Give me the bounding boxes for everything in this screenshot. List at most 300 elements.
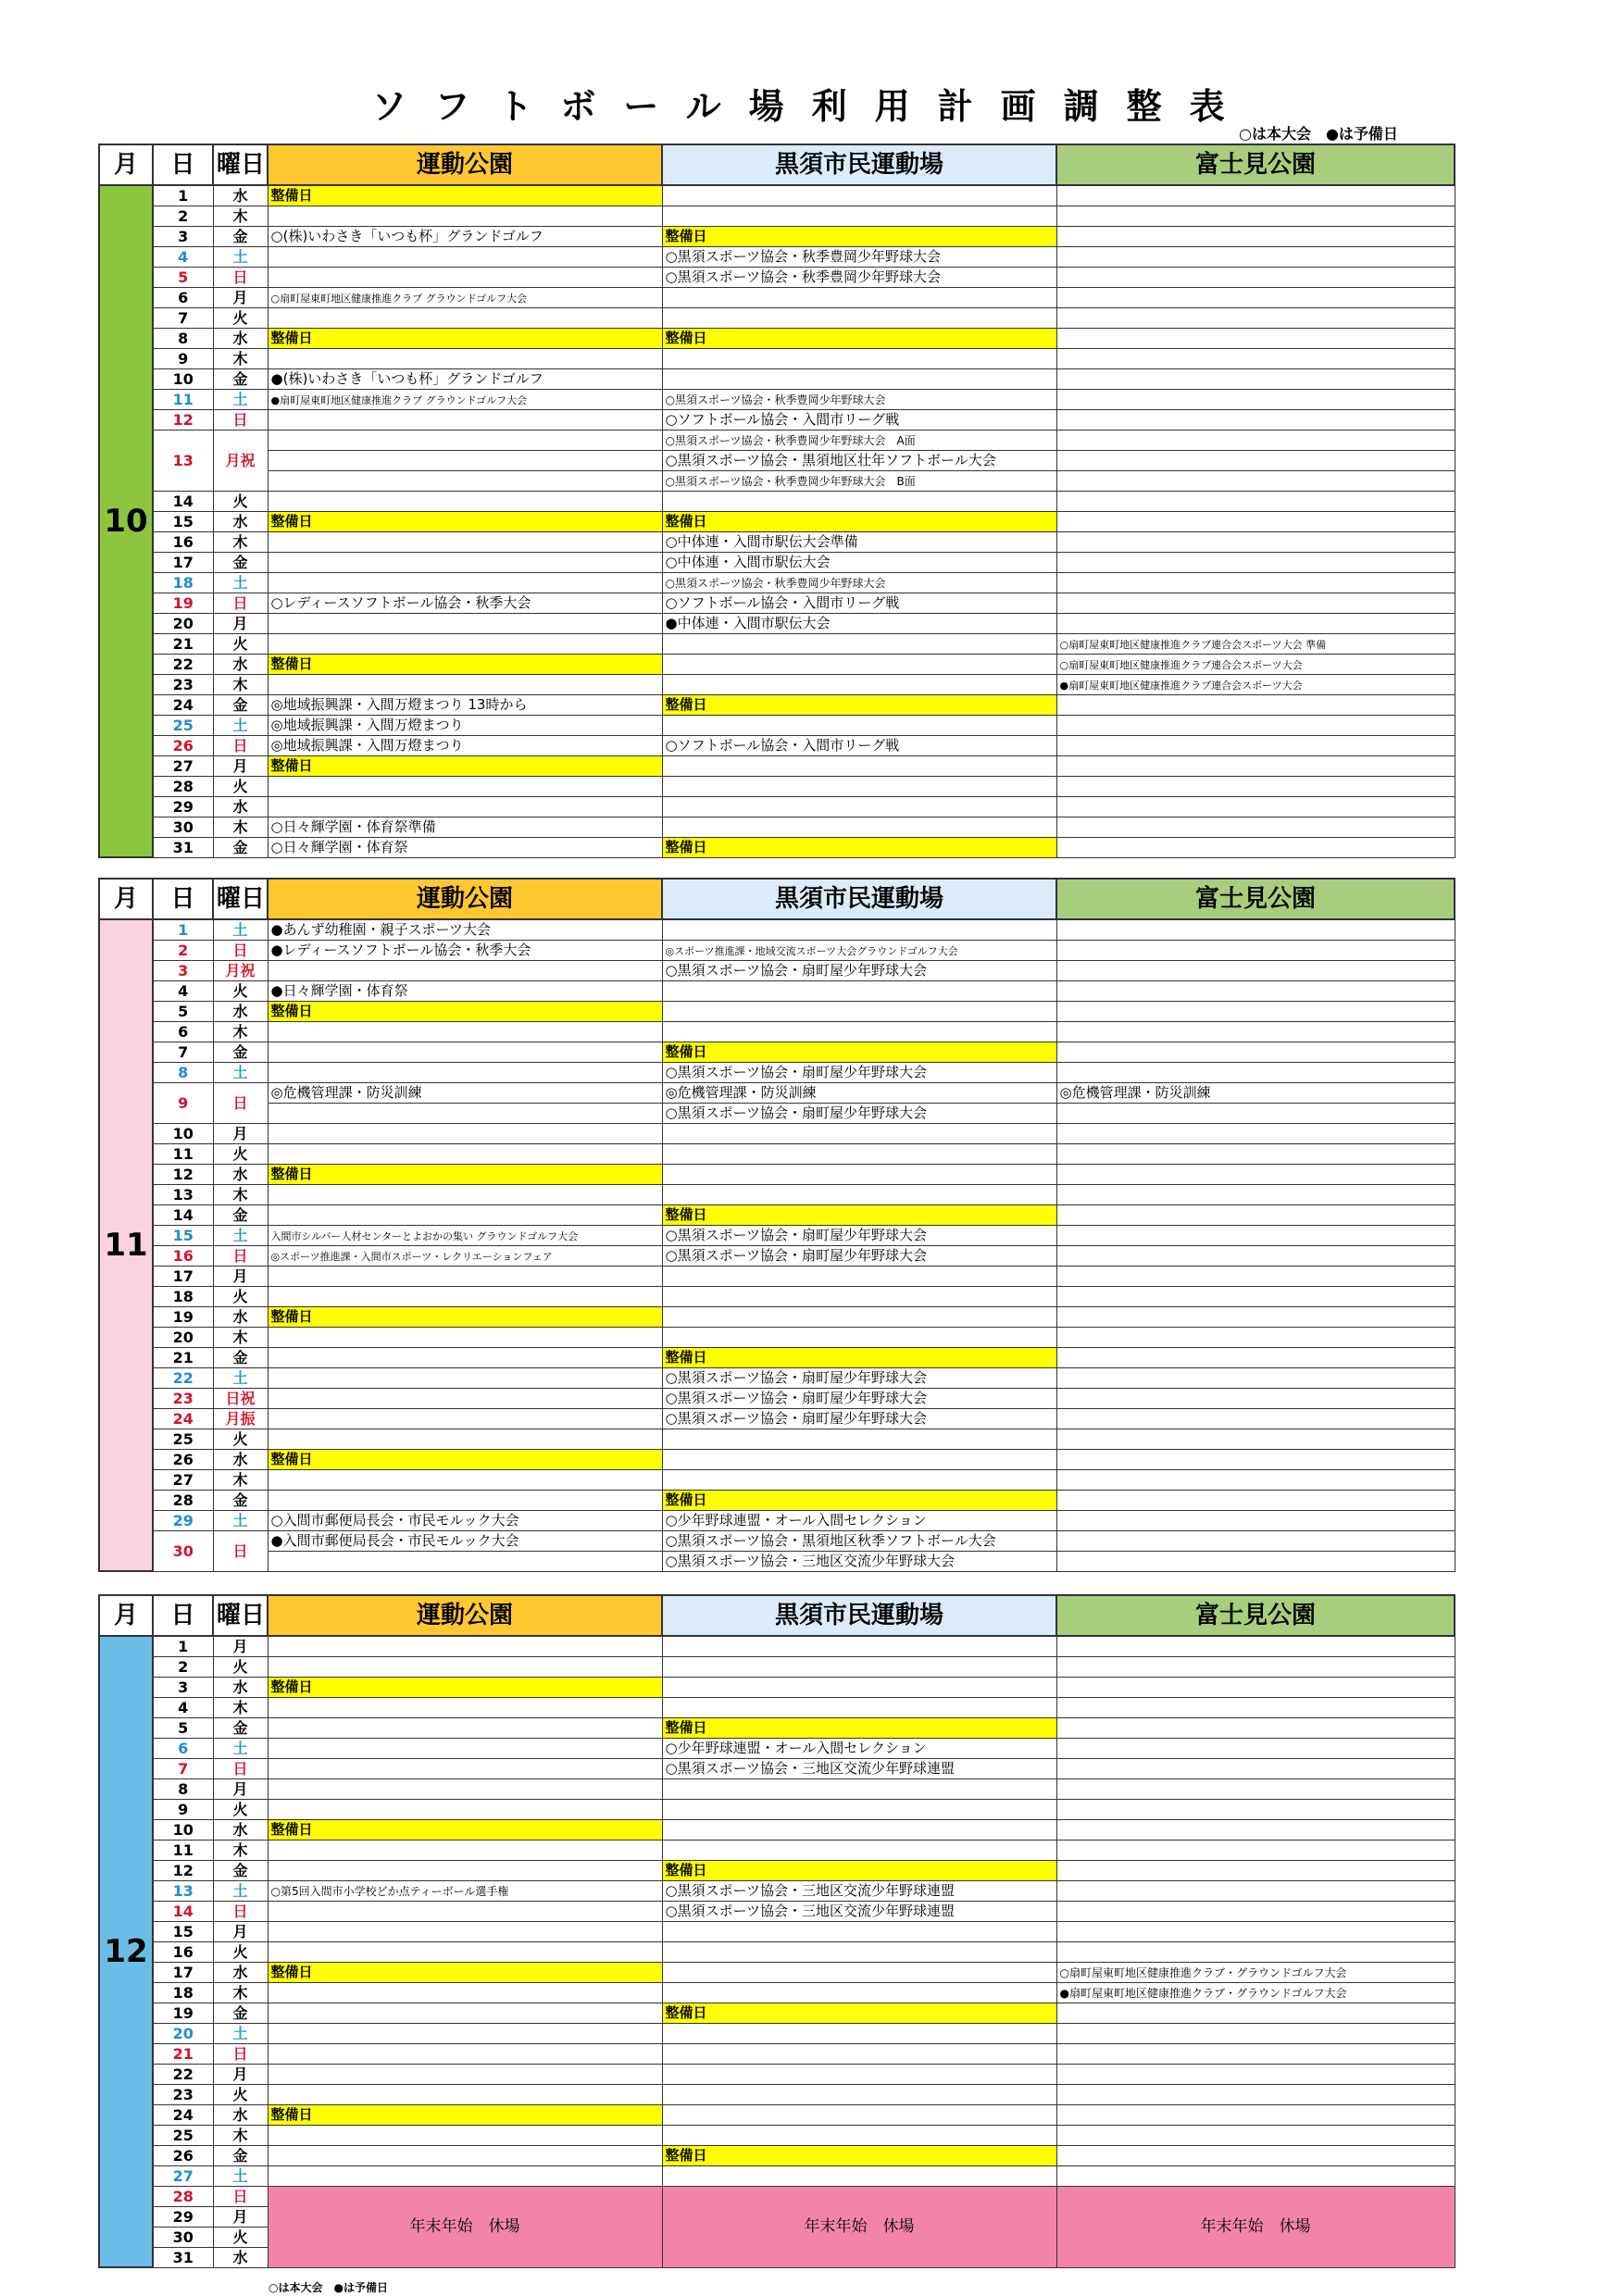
empty-slot (662, 674, 1056, 694)
empty-slot (1056, 1778, 1455, 1799)
event-text: ○黒須スポーツ協会・三地区交流少年野球連盟 (665, 1902, 955, 1919)
empty-slot (268, 1551, 662, 1571)
weekday: 水 (213, 654, 268, 674)
event-kurosu (662, 593, 1056, 613)
day-row (99, 980, 1455, 1001)
weekday: 土 (213, 2023, 268, 2043)
empty-slot (1056, 1880, 1455, 1901)
day-row (99, 287, 1455, 307)
empty-slot (662, 1123, 1056, 1143)
event-text: 整備日 (270, 186, 313, 204)
day-number: 15 (153, 1921, 213, 1941)
empty-slot (268, 1408, 662, 1429)
empty-slot (1056, 1551, 1455, 1571)
empty-slot (1056, 2145, 1455, 2165)
weekday: 水 (213, 2247, 268, 2267)
weekday: 月 (213, 755, 268, 776)
day-row (99, 1880, 1455, 1901)
event-text: ◎危機管理課・防災訓練 (270, 1083, 422, 1101)
empty-slot (662, 776, 1056, 796)
event-kurosu (662, 1103, 1056, 1123)
empty-slot (1056, 960, 1455, 980)
day-row (99, 1286, 1455, 1306)
event-fujimi (1056, 1982, 1455, 2003)
day-row (99, 1225, 1455, 1245)
weekday: 木 (213, 206, 268, 226)
day-number: 15 (153, 511, 213, 531)
closed-cell: 年末年始 休場 (662, 2186, 1056, 2267)
empty-slot (662, 980, 1056, 1001)
day-number: 10 (153, 368, 213, 389)
event-text: ○中体連・入間市駅伝大会 (665, 553, 831, 570)
event-text: ●扇町屋東町地区健康推進クラブ・グラウンドゴルフ大会 (1059, 1986, 1347, 2000)
day-number: 17 (153, 552, 213, 572)
day-row (99, 1062, 1455, 1082)
day-row (99, 796, 1455, 817)
empty-slot (268, 1286, 662, 1306)
day-number: 20 (153, 2023, 213, 2043)
day-row (99, 1367, 1455, 1388)
day-number: 26 (153, 1449, 213, 1469)
day-row (99, 960, 1455, 980)
event-text: 整備日 (665, 1718, 707, 1736)
day-number: 1 (153, 185, 213, 206)
event-undokoen (268, 694, 662, 715)
weekday: 月 (213, 287, 268, 307)
day-row (99, 1245, 1455, 1266)
day-number: 23 (153, 674, 213, 694)
empty-slot (1056, 572, 1455, 593)
empty-slot (1056, 531, 1455, 552)
empty-slot (268, 2145, 662, 2165)
day-row (99, 1860, 1455, 1880)
maintenance-day (662, 226, 1056, 246)
venue-header-kurosu: 黒須市民運動場 (662, 879, 1056, 919)
event-text: ○黒須スポーツ協会・秋季豊岡少年野球大会 (665, 247, 941, 265)
day-number: 14 (153, 491, 213, 511)
empty-slot (662, 1677, 1056, 1697)
empty-slot (662, 2023, 1056, 2043)
empty-slot (1056, 1306, 1455, 1327)
day-row (99, 1962, 1455, 1982)
event-undokoen (268, 715, 662, 735)
empty-slot (1056, 1697, 1455, 1717)
empty-slot (1056, 1225, 1455, 1245)
day-row (99, 389, 1455, 409)
empty-slot (662, 1982, 1056, 2003)
day-number: 3 (153, 1677, 213, 1697)
day-row (99, 1921, 1455, 1941)
empty-slot (268, 470, 662, 491)
weekday: 月 (213, 1778, 268, 1799)
empty-slot (268, 1941, 662, 1962)
weekday: 水 (213, 1306, 268, 1327)
empty-slot (1056, 1347, 1455, 1367)
maintenance-day (662, 511, 1056, 531)
weekday: 土 (213, 1062, 268, 1082)
event-undokoen (268, 1245, 662, 1266)
weekday: 月 (213, 1921, 268, 1941)
day-header: 日 (153, 1595, 213, 1636)
event-text: ●日々輝学園・体育祭 (270, 981, 408, 999)
weekday: 土 (213, 389, 268, 409)
day-row (99, 1042, 1455, 1062)
empty-slot (1056, 1367, 1455, 1388)
empty-slot (1056, 940, 1455, 960)
day-row (99, 2064, 1455, 2084)
day-row (99, 430, 1455, 450)
event-text: ○入間市郵便局長会・市民モルック大会 (270, 1511, 519, 1529)
maintenance-day (268, 511, 662, 531)
venue-header-undokoen: 運動公園 (268, 1595, 662, 1636)
empty-slot (268, 1388, 662, 1408)
event-text: ●あんず幼稚園・親子スポーツ大会 (270, 920, 491, 938)
event-text: ○(株)いわさき「いつも杯」グランドゴルフ (270, 227, 543, 244)
day-row (99, 511, 1455, 531)
empty-slot (662, 307, 1056, 328)
empty-slot (1056, 2084, 1455, 2104)
weekday: 火 (213, 491, 268, 511)
empty-slot (1056, 1656, 1455, 1677)
day-row (99, 307, 1455, 328)
maintenance-day (662, 1717, 1056, 1738)
empty-slot (662, 1327, 1056, 1347)
day-row (99, 450, 1455, 470)
empty-slot (268, 1204, 662, 1225)
event-kurosu (662, 552, 1056, 572)
empty-slot (1056, 1819, 1455, 1840)
empty-slot (268, 1860, 662, 1880)
event-text: ○黒須スポーツ協会・秋季豊岡少年野球大会 (665, 268, 941, 285)
day-number: 7 (153, 1758, 213, 1778)
maintenance-day (662, 1204, 1056, 1225)
weekday-header: 曜日 (213, 879, 268, 919)
empty-slot (1056, 287, 1455, 307)
weekday: 火 (213, 1429, 268, 1449)
event-text: ○ソフトボール協会・入間市リーグ戦 (665, 410, 900, 428)
empty-slot (268, 1327, 662, 1347)
empty-slot (1056, 2125, 1455, 2145)
day-number: 18 (153, 1982, 213, 2003)
empty-slot (268, 2165, 662, 2186)
event-text: 整備日 (665, 1491, 707, 1508)
weekday: 木 (213, 1327, 268, 1347)
day-number: 13 (153, 1880, 213, 1901)
maintenance-day (268, 328, 662, 348)
day-number: 29 (153, 796, 213, 817)
weekday: 水 (213, 511, 268, 531)
event-kurosu (662, 735, 1056, 755)
event-text: 整備日 (270, 1307, 313, 1325)
event-text: 整備日 (270, 1002, 313, 1019)
weekday: 日 (213, 1901, 268, 1921)
empty-slot (662, 287, 1056, 307)
weekday: 金 (213, 368, 268, 389)
venue-header-kurosu: 黒須市民運動場 (662, 1595, 1056, 1636)
event-kurosu (662, 1388, 1056, 1408)
day-number: 25 (153, 715, 213, 735)
day-number: 1 (153, 1636, 213, 1656)
event-text: ○扇町屋東町地区健康推進クラブ連合会スポーツ大会 (1059, 658, 1303, 671)
day-number: 16 (153, 1245, 213, 1266)
weekday: 火 (213, 1143, 268, 1164)
event-kurosu (662, 1551, 1056, 1571)
event-kurosu (662, 1408, 1056, 1429)
empty-slot (268, 2064, 662, 2084)
weekday: 水 (213, 1449, 268, 1469)
empty-slot (1056, 817, 1455, 837)
event-kurosu (662, 1901, 1056, 1921)
day-row (99, 1758, 1455, 1778)
day-row (99, 1388, 1455, 1408)
empty-slot (268, 348, 662, 368)
day-number: 7 (153, 307, 213, 328)
empty-slot (268, 2084, 662, 2104)
event-text: ○黒須スポーツ協会・三地区交流少年野球大会 (665, 1552, 955, 1569)
empty-slot (1056, 389, 1455, 409)
day-row (99, 572, 1455, 593)
event-text: 整備日 (270, 1165, 313, 1182)
weekday: 日祝 (213, 1388, 268, 1408)
empty-slot (662, 755, 1056, 776)
event-text: 整備日 (665, 1205, 707, 1223)
empty-slot (1056, 1469, 1455, 1490)
day-row (99, 1184, 1455, 1204)
day-number: 28 (153, 776, 213, 796)
maintenance-day (268, 2104, 662, 2125)
empty-slot (1056, 776, 1455, 796)
weekday: 金 (213, 1204, 268, 1225)
weekday: 木 (213, 1469, 268, 1490)
empty-slot (662, 1306, 1056, 1327)
event-kurosu (662, 389, 1056, 409)
empty-slot (662, 2064, 1056, 2084)
empty-slot (662, 654, 1056, 674)
day-row (99, 593, 1455, 613)
venue-header-fujimi: 富士見公園 (1056, 144, 1455, 185)
weekday: 土 (213, 572, 268, 593)
day-row (99, 1408, 1455, 1429)
event-text: 入間市シルバー人材センターとよおかの集い グラウンドゴルフ大会 (270, 1229, 579, 1242)
event-text: ○黒須スポーツ協会・扇町屋少年野球大会 (665, 1104, 927, 1121)
empty-slot (1056, 552, 1455, 572)
empty-slot (268, 552, 662, 572)
weekday: 水 (213, 1819, 268, 1840)
empty-slot (1056, 1860, 1455, 1880)
event-undokoen (268, 1530, 662, 1551)
event-kurosu (662, 409, 1056, 430)
empty-slot (662, 1799, 1056, 1819)
empty-slot (268, 2003, 662, 2023)
maintenance-day (268, 1962, 662, 1982)
day-number: 27 (153, 755, 213, 776)
day-number: 6 (153, 1738, 213, 1758)
day-row (99, 328, 1455, 348)
weekday: 火 (213, 633, 268, 654)
empty-slot (1056, 1738, 1455, 1758)
empty-slot (1056, 2104, 1455, 2125)
day-row (99, 817, 1455, 837)
event-text: ○黒須スポーツ協会・扇町屋少年野球大会 (665, 1226, 927, 1243)
weekday: 月祝 (213, 430, 268, 491)
weekday: 木 (213, 531, 268, 552)
day-number: 19 (153, 1306, 213, 1327)
event-text: 整備日 (665, 2146, 707, 2164)
empty-slot (1056, 1286, 1455, 1306)
header-row (99, 144, 1455, 185)
empty-slot (1056, 267, 1455, 287)
day-number: 13 (153, 1184, 213, 1204)
maintenance-day (662, 2003, 1056, 2023)
month-table-10 (98, 144, 1455, 858)
event-text: ○レディースソフトボール協会・秋季大会 (270, 593, 531, 611)
day-number: 30 (153, 2227, 213, 2247)
empty-slot (1056, 1677, 1455, 1697)
empty-slot (1056, 1429, 1455, 1449)
empty-slot (662, 2104, 1056, 2125)
day-number: 9 (153, 1799, 213, 1819)
empty-slot (662, 1697, 1056, 1717)
day-number: 12 (153, 409, 213, 430)
empty-slot (268, 1656, 662, 1677)
empty-slot (268, 450, 662, 470)
event-text: 整備日 (270, 329, 313, 346)
event-text: 整備日 (665, 227, 707, 244)
day-number: 18 (153, 572, 213, 593)
day-row (99, 1001, 1455, 1021)
day-row (99, 715, 1455, 735)
day-row (99, 409, 1455, 430)
event-text: ●扇町屋東町地区健康推進クラブ連合会スポーツ大会 (1059, 679, 1303, 692)
weekday: 水 (213, 2104, 268, 2125)
empty-slot (662, 1143, 1056, 1164)
empty-slot (662, 1449, 1056, 1469)
maintenance-day (662, 1042, 1056, 1062)
event-kurosu (662, 470, 1056, 491)
weekday: 火 (213, 776, 268, 796)
event-text: ●レディースソフトボール協会・秋季大会 (270, 941, 531, 958)
weekday: 水 (213, 1962, 268, 1982)
day-number: 17 (153, 1266, 213, 1286)
weekday: 水 (213, 1677, 268, 1697)
day-number: 30 (153, 817, 213, 837)
day-number: 2 (153, 206, 213, 226)
event-kurosu (662, 1367, 1056, 1388)
day-number: 6 (153, 1021, 213, 1042)
day-number: 26 (153, 2145, 213, 2165)
empty-slot (1056, 613, 1455, 633)
empty-slot (268, 1123, 662, 1143)
day-number: 8 (153, 328, 213, 348)
day-number: 30 (153, 1530, 213, 1571)
event-text: ○黒須スポーツ協会・扇町屋少年野球大会 (665, 1063, 927, 1080)
day-row (99, 940, 1455, 960)
event-text: 整備日 (665, 1348, 707, 1366)
weekday: 日 (213, 1082, 268, 1123)
day-row (99, 1164, 1455, 1184)
event-text: ○ソフトボール協会・入間市リーグ戦 (665, 593, 900, 611)
empty-slot (1056, 755, 1455, 776)
event-fujimi (1056, 1082, 1455, 1103)
day-number: 31 (153, 2247, 213, 2267)
empty-slot (268, 1901, 662, 1921)
empty-slot (1056, 1245, 1455, 1266)
empty-slot (1056, 1758, 1455, 1778)
empty-slot (1056, 735, 1455, 755)
event-text: ◎地域振興課・入間万燈まつり (270, 716, 464, 733)
day-row (99, 226, 1455, 246)
weekday: 火 (213, 2084, 268, 2104)
empty-slot (1056, 1530, 1455, 1551)
empty-slot (1056, 1001, 1455, 1021)
event-text: ○中体連・入間市駅伝大会準備 (665, 532, 858, 550)
event-text: ◎スポーツ推進課・地域交流スポーツ大会グラウンドゴルフ大会 (665, 944, 958, 957)
event-text: ○日々輝学園・体育祭 (270, 838, 408, 855)
empty-slot (1056, 1062, 1455, 1082)
event-text: 整備日 (665, 2003, 707, 2021)
weekday: 火 (213, 2227, 268, 2247)
weekday: 土 (213, 1367, 268, 1388)
event-kurosu (662, 430, 1056, 450)
weekday: 火 (213, 1656, 268, 1677)
empty-slot (1056, 1164, 1455, 1184)
event-undokoen (268, 735, 662, 755)
day-number: 24 (153, 694, 213, 715)
day-number: 12 (153, 1860, 213, 1880)
page-title: ソフトボール場利用計画調整表 (371, 86, 1253, 127)
empty-slot (268, 430, 662, 450)
day-row (99, 776, 1455, 796)
event-fujimi (1056, 1962, 1455, 1982)
empty-slot (268, 1062, 662, 1082)
weekday: 金 (213, 1042, 268, 1062)
day-row (99, 1021, 1455, 1042)
weekday: 日 (213, 593, 268, 613)
day-number: 9 (153, 348, 213, 368)
day-number: 22 (153, 654, 213, 674)
event-text: 整備日 (665, 512, 707, 530)
weekday: 木 (213, 1840, 268, 1860)
empty-slot (268, 1347, 662, 1367)
day-row (99, 1266, 1455, 1286)
empty-slot (1056, 246, 1455, 267)
event-text: 整備日 (665, 1042, 707, 1060)
event-undokoen (268, 368, 662, 389)
event-kurosu (662, 1225, 1056, 1245)
weekday: 月祝 (213, 960, 268, 980)
event-text: 整備日 (270, 2105, 313, 2123)
empty-slot (268, 633, 662, 654)
event-text: ○扇町屋東町地区健康推進クラブ連合会スポーツ大会 準備 (1059, 638, 1327, 651)
empty-slot (1056, 2165, 1455, 2186)
weekday: 土 (213, 1510, 268, 1530)
month-number: 11 (99, 919, 153, 1571)
day-number: 28 (153, 1490, 213, 1510)
empty-slot (268, 1799, 662, 1819)
footer-legend: ○は本大会 ●は予備日 (269, 2281, 388, 2294)
day-row (99, 1082, 1455, 1103)
day-number: 10 (153, 1819, 213, 1840)
day-number: 4 (153, 246, 213, 267)
empty-slot (1056, 715, 1455, 735)
event-text: 整備日 (270, 655, 313, 672)
day-number: 27 (153, 1469, 213, 1490)
empty-slot (1056, 348, 1455, 368)
empty-slot (268, 1266, 662, 1286)
weekday: 火 (213, 1799, 268, 1819)
empty-slot (268, 674, 662, 694)
event-kurosu (662, 1510, 1056, 1530)
